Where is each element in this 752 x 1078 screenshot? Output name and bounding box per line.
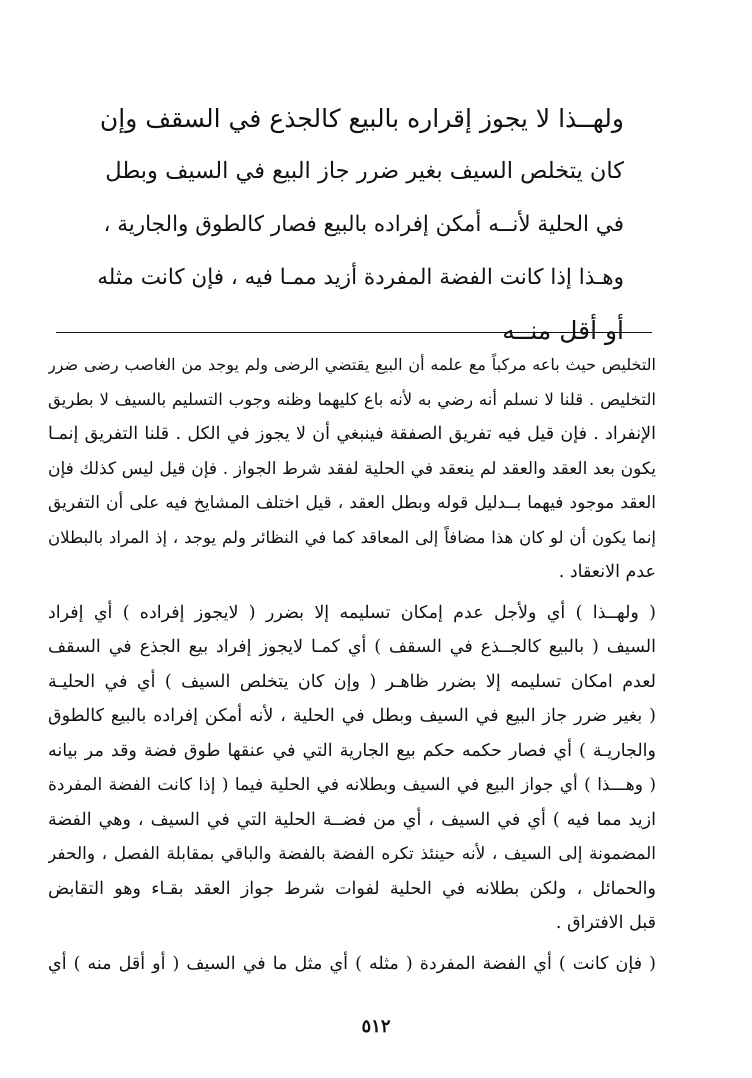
commentary-line: عدم الانعقاد . xyxy=(558,562,656,582)
commentary-line: السيف ( بالبيع كالجــذع في السقف ) أي كمـا لايجوز إفراد بيع الجذع في السقف xyxy=(48,637,656,657)
main-text-line: أو أقل منــه xyxy=(502,316,624,345)
commentary-line: ازيد مما فيه ) أي في السيف ، أي من فضــة الحلية التي في السيف ، وهي الفضة xyxy=(48,809,656,830)
commentary-line: ( ولهــذا ) أي ولأجل عدم إمكان تسليمه إلا بضرر ( لايجوز إفراده ) أي إفراد xyxy=(48,602,656,623)
main-text-block xyxy=(96,92,624,357)
main-text-line: ولهــذا لا يجوز إقراره بالبيع كالجذع في السقف وإن xyxy=(99,104,624,133)
commentary-line: والحمائل ، ولكن بطلانه في الحلية لفوات شرط جواز العقد بقـاء وهو التقابض xyxy=(48,878,656,899)
commentary-line: الإنفراد . فإن قيل فيه تفريق الصفقة فينبغي أن لا يجوز في الكل . قلنا التفريق إنمـا xyxy=(48,424,656,444)
commentary-line: العقد موجود فيهما بــدليل قوله وبطل العقد ، قيل اختلف المشايخ فيه على أن التفريق xyxy=(48,493,656,513)
main-text-line: كان يتخلص السيف بغير ضرر جاز البيع في السيف وبطل xyxy=(105,158,624,184)
commentary-line: قبل الافتراق . xyxy=(555,913,656,933)
commentary-line: المضمونة إلى السيف ، لأنه حينئذ تكره الفضة بالفضة والباقي بمقابلة الفصل ، والحفر xyxy=(48,844,656,864)
page-number: ٥١٢ xyxy=(361,1016,391,1037)
commentary-line: لعدم امكان تسليمه إلا بضرر ظاهـر ( وإن كان يتخلص السيف ) أي في الحليـة xyxy=(48,671,656,692)
main-text-line: في الحلية لأنــه أمكن إفراده بالبيع فصار كالطوق والجارية ، xyxy=(103,212,624,237)
commentary-block xyxy=(48,348,656,981)
commentary-line: التخليص . قلنا لا نسلم أنه رضي به لأنه باع كليهما وظنه وجوب التسليم بالسيف لا بطريق xyxy=(48,389,656,409)
commentary-line: والجاريـة ) أي فصار حكمه حكم بيع الجارية التي في عنقها طوق فضة وقد مر بيانه xyxy=(48,740,656,761)
commentary-line: إنما يكون أن لو كان هذا مضافاً إلى المعاقد كما في النظائر ولم يوجد ، إذ المراد بالبطلان xyxy=(48,527,656,547)
commentary-line: التخليص حيث باعه مركباً مع علمه أن البيع يقتضي الرضى ولم يوجد من الغاصب رضى ضرر xyxy=(48,355,656,374)
commentary-line: ( بغير ضرر جاز البيع في السيف وبطل في الحلية ، لأنه أمكن إفراده بالبيع كالطوق xyxy=(48,706,656,726)
main-text-line: وهـذا إذا كانت الفضة المفردة أزيد ممـا فيه ، فإن كانت مثله xyxy=(97,265,624,290)
commentary-line: يكون بعد العقد والعقد لم ينعقد في الحلية لفقد شرط الجواز . فإن قيل ليس كذلك فإن xyxy=(48,458,656,479)
commentary-line: ( فإن كانت ) أي الفضة المفردة ( مثله ) أي مثل ما في السيف ( أو أقل منه ) أي xyxy=(48,953,656,974)
section-divider xyxy=(56,332,652,333)
commentary-line: ( وهـــذا ) أي جواز البيع في السيف وبطلانه في الحلية فيما ( إذا كانت الفضة المفردة xyxy=(48,775,656,795)
